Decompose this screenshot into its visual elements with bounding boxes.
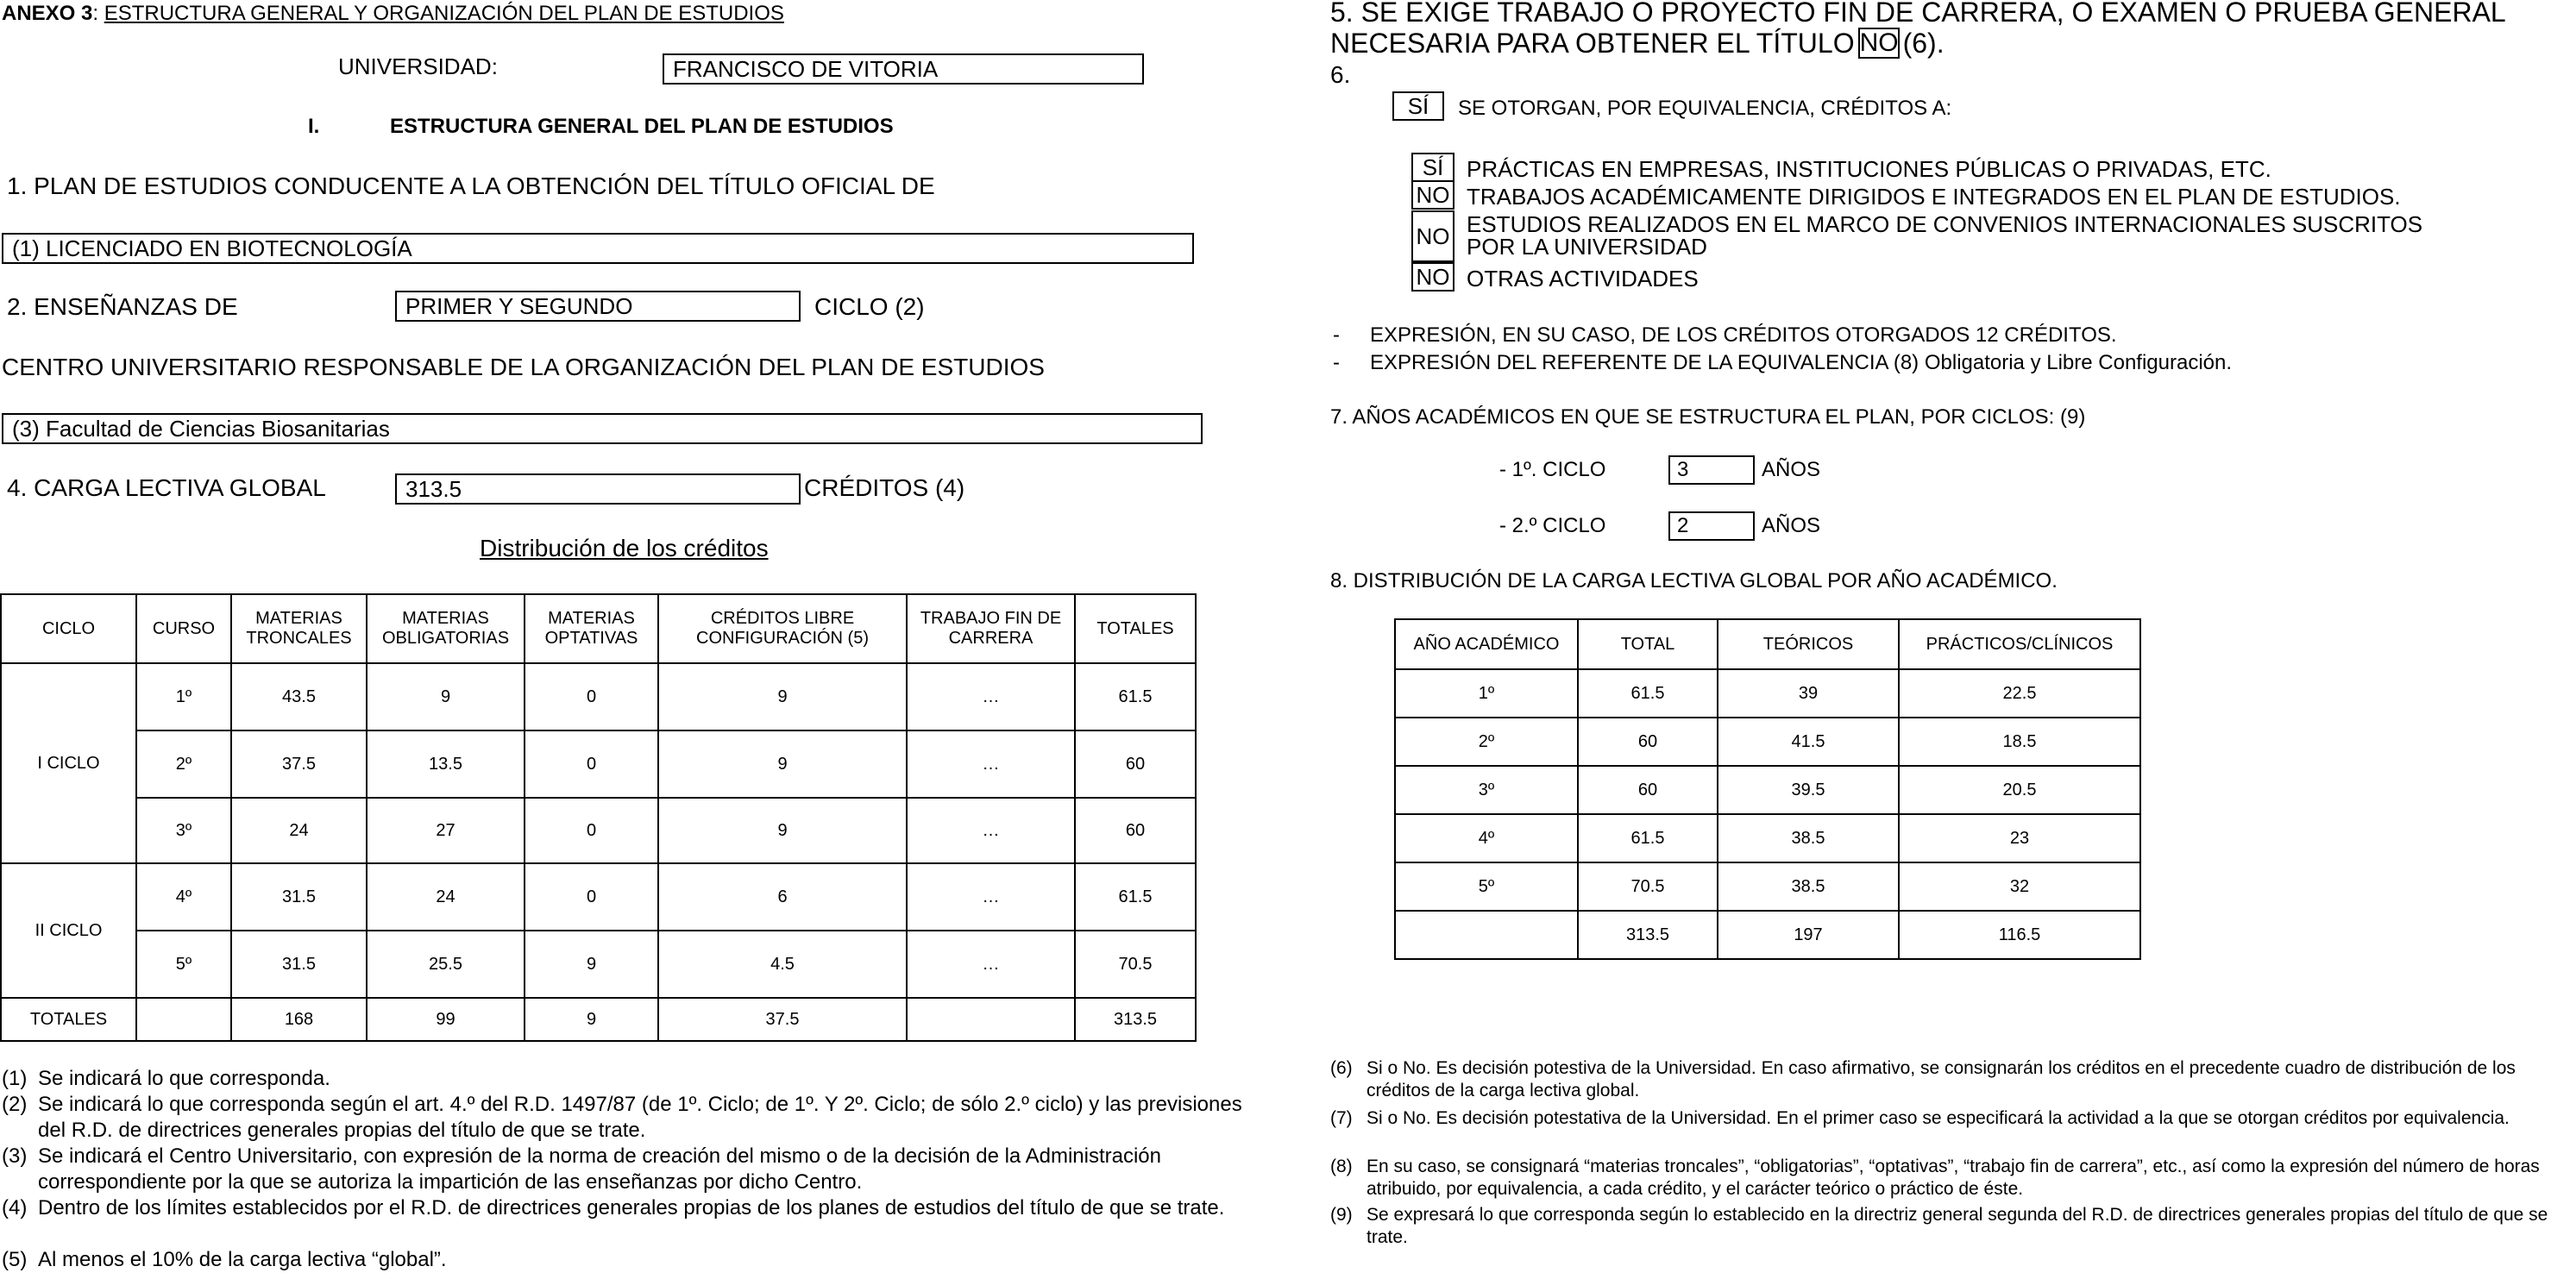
table-cell: 0 [525, 863, 658, 931]
table-cell: 1º [1395, 669, 1578, 718]
ciclo1-years: 3 [1668, 455, 1755, 485]
item6-label: 6. [1330, 61, 1351, 88]
table-cell: 70.5 [1075, 931, 1196, 998]
table-cell: 32 [1899, 862, 2140, 911]
bullet-dash: - [1333, 351, 1340, 374]
footnote: (7) Si o No. Es decisión potestativa de la Universidad. En el primer caso se especificará la actividad a la que se otorgan créditos por equivalencia. [1330, 1108, 2510, 1128]
table-cell [907, 998, 1075, 1041]
centro-value: (3) Facultad de Ciencias Biosanitarias [2, 413, 1203, 444]
table-cell: 60 [1578, 766, 1718, 814]
table-cell: 99 [367, 998, 525, 1041]
table-cell: 61.5 [1578, 814, 1718, 862]
table-cell: 4º [1395, 814, 1578, 862]
table-cell: 313.5 [1075, 998, 1196, 1041]
table-row [1395, 718, 2140, 766]
item4-label: 4. CARGA LECTIVA GLOBAL [7, 474, 326, 501]
table-row [1395, 862, 2140, 911]
table-cell: 3º [1395, 766, 1578, 814]
equivalence-text: ESTUDIOS REALIZADOS EN EL MARCO DE CONVENIOS INTERNACIONALES SUSCRITOS [1467, 211, 2423, 237]
table-row [1, 931, 1196, 998]
table-cell: 9 [658, 798, 907, 863]
year-table [1394, 618, 2141, 960]
table-cell: 197 [1718, 911, 1899, 959]
ciclo2-unit: AÑOS [1762, 514, 1821, 537]
header-cell: AÑO ACADÉMICO [1395, 619, 1578, 669]
ciclo-cell: I CICLO [1, 663, 136, 863]
footnote: (9) Se expresará lo que corresponda según lo establecido en la directriz general segunda del R.D. de directrices generales propias del título de que se trate. [1330, 1205, 2548, 1247]
header-cell: MATERIAS TRONCALES [231, 594, 367, 663]
equivalence-mark: NO [1411, 262, 1454, 292]
header-cell: TEÓRICOS [1718, 619, 1899, 669]
table-cell: 168 [231, 998, 367, 1041]
table-cell: 27 [367, 798, 525, 863]
annex-heading: ANEXO 3: ESTRUCTURA GENERAL Y ORGANIZACIÓN DEL PLAN DE ESTUDIOS [2, 2, 784, 25]
ensenanzas-value: PRIMER Y SEGUNDO [395, 291, 801, 322]
item2-suffix: CICLO (2) [814, 293, 925, 320]
table-cell: 60 [1075, 798, 1196, 863]
header-cell: TOTAL [1578, 619, 1718, 669]
table-cell: 38.5 [1718, 814, 1899, 862]
section-title: ESTRUCTURA GENERAL DEL PLAN DE ESTUDIOS [390, 115, 894, 138]
table-cell: 313.5 [1578, 911, 1718, 959]
header-cell: TRABAJO FIN DE CARRERA [907, 594, 1075, 663]
item4-suffix: CRÉDITOS (4) [804, 474, 965, 501]
table-cell: 18.5 [1899, 718, 2140, 766]
table-cell: 20.5 [1899, 766, 2140, 814]
table-cell: 2º [1395, 718, 1578, 766]
table-cell: … [907, 931, 1075, 998]
equivalence-text: OTRAS ACTIVIDADES [1467, 266, 1699, 292]
table-cell: 25.5 [367, 931, 525, 998]
table-cell: 37.5 [658, 998, 907, 1041]
credits-table [0, 593, 1197, 1042]
carga-value: 313.5 [395, 473, 801, 505]
item7-label: 7. AÑOS ACADÉMICOS EN QUE SE ESTRUCTURA EL PLAN, POR CICLOS: (9) [1330, 405, 2086, 429]
footnote: (5) Al menos el 10% de la carga lectiva “global”. [2, 1248, 447, 1271]
header-cell: CURSO [136, 594, 231, 663]
bullet-dash: - [1333, 323, 1340, 347]
footnote: (8) En su caso, se consignará “materias troncales”, “obligatorias”, “optativas”, “trabajo fin de carrera”, etc., así como la expresión del número de horas atribuido, por equivalencia, a cada crédito, y el carácter teórico o práctico de éste. [1330, 1157, 2540, 1199]
footnote: (3) Se indicará el Centro Universitario, con expresión de la norma de creación del mismo o de la decisión de la Administración correspondiente por la que se autoriza la impartición de las enseñanzas por dicho Centro. [2, 1144, 1161, 1194]
totals-row [1, 998, 1196, 1041]
table-cell: 13.5 [367, 730, 525, 798]
equivalence-mark: NO [1411, 210, 1454, 262]
table-cell: 0 [525, 730, 658, 798]
footnote: (1) Se indicará lo que corresponda. [2, 1067, 330, 1090]
totals-row [1395, 911, 2140, 959]
table-cell: 60 [1578, 718, 1718, 766]
table-cell [1395, 911, 1578, 959]
table-cell: 9 [525, 931, 658, 998]
table-row [1, 663, 1196, 730]
table-cell: 9 [658, 730, 907, 798]
table-cell: 1º [136, 663, 231, 730]
table-cell: 9 [658, 663, 907, 730]
footnote: (6) Si o No. Es decisión potestiva de la Universidad. En caso afirmativo, se consignarán los créditos en el precedente cuadro de distribución de los créditos de la carga lectiva global. [1330, 1058, 2516, 1100]
table-cell: 3º [136, 798, 231, 863]
table-cell: TOTALES [1, 998, 136, 1041]
distribution-title: Distribución de los créditos [480, 535, 769, 561]
table-cell: 60 [1075, 730, 1196, 798]
table-cell: 39 [1718, 669, 1899, 718]
table-cell: 41.5 [1718, 718, 1899, 766]
table-row [1395, 814, 2140, 862]
table-cell: 70.5 [1578, 862, 1718, 911]
table-cell: … [907, 863, 1075, 931]
annex-title: ESTRUCTURA GENERAL Y ORGANIZACIÓN DEL PLAN DE ESTUDIOS [104, 2, 784, 25]
title-value: (1) LICENCIADO EN BIOTECNOLOGÍA [2, 233, 1194, 264]
table-row [1, 730, 1196, 798]
table-cell: 9 [367, 663, 525, 730]
header-cell: CICLO [1, 594, 136, 663]
section-numeral: I. [308, 115, 320, 138]
header-cell: CRÉDITOS LIBRE CONFIGURACIÓN (5) [658, 594, 907, 663]
table-cell: 39.5 [1718, 766, 1899, 814]
table-cell: 38.5 [1718, 862, 1899, 911]
table-cell: 61.5 [1075, 663, 1196, 730]
table-cell: 9 [525, 998, 658, 1041]
footnote: (4) Dentro de los límites establecidos por el R.D. de directrices generales propias de los planes de estudios del título de que se trate. [2, 1196, 1225, 1219]
item2-label: 2. ENSEÑANZAS DE [7, 293, 238, 320]
table-cell: 5º [1395, 862, 1578, 911]
item5-line2: NECESARIA PARA OBTENER EL TÍTULO NO (6). [1330, 28, 1945, 59]
ciclo1-label: - 1º. CICLO [1499, 458, 1606, 481]
ciclo-cell: II CICLO [1, 863, 136, 998]
table-row [1, 863, 1196, 931]
footnote: (2) Se indicará lo que corresponda según el art. 4.º del R.D. 1497/87 (de 1º. Ciclo; de 1º. Y 2º. Ciclo; de sólo 2.º ciclo) y las previsiones del R.D. de directrices generales propias del título de que se trate. [2, 1093, 1242, 1142]
table-cell: 4.5 [658, 931, 907, 998]
equivalence-mark: SÍ [1411, 153, 1454, 182]
expr-equivalence: EXPRESIÓN DEL REFERENTE DE LA EQUIVALENCIA (8) Obligatoria y Libre Configuración. [1370, 351, 2233, 374]
table-cell: 24 [231, 798, 367, 863]
item5-answer: NO [1859, 28, 1899, 57]
year-header-row [1395, 619, 2140, 669]
item6-answer: SÍ [1392, 91, 1444, 121]
item1-label: 1. PLAN DE ESTUDIOS CONDUCENTE A LA OBTENCIÓN DEL TÍTULO OFICIAL DE [7, 172, 935, 199]
item5-line1: 5. SE EXIGE TRABAJO O PROYECTO FIN DE CARRERA, O EXAMEN O PRUEBA GENERAL [1330, 0, 2506, 28]
table-cell: 116.5 [1899, 911, 2140, 959]
table-cell: 31.5 [231, 863, 367, 931]
credits-header-row [1, 594, 1196, 663]
table-cell: 23 [1899, 814, 2140, 862]
table-cell: 22.5 [1899, 669, 2140, 718]
equivalence-text: PRÁCTICAS EN EMPRESAS, INSTITUCIONES PÚBLICAS O PRIVADAS, ETC. [1467, 156, 2271, 182]
header-cell: PRÁCTICOS/CLÍNICOS [1899, 619, 2140, 669]
table-cell: 31.5 [231, 931, 367, 998]
table-cell: 37.5 [231, 730, 367, 798]
header-cell: MATERIAS OBLIGATORIAS [367, 594, 525, 663]
university-value: FRANCISCO DE VITORIA [663, 53, 1144, 85]
table-cell: 5º [136, 931, 231, 998]
table-cell: … [907, 663, 1075, 730]
table-row [1395, 766, 2140, 814]
table-cell: 4º [136, 863, 231, 931]
equivalence-text-cont: POR LA UNIVERSIDAD [1467, 234, 1707, 260]
annex-label: ANEXO 3 [2, 2, 93, 25]
table-row [1, 798, 1196, 863]
table-cell: … [907, 730, 1075, 798]
table-cell: 24 [367, 863, 525, 931]
table-cell: … [907, 798, 1075, 863]
table-cell: 0 [525, 663, 658, 730]
item8-label: 8. DISTRIBUCIÓN DE LA CARGA LECTIVA GLOBAL POR AÑO ACADÉMICO. [1330, 569, 2058, 592]
equivalence-mark: NO [1411, 180, 1454, 210]
equivalence-text: TRABAJOS ACADÉMICAMENTE DIRIGIDOS E INTEGRADOS EN EL PLAN DE ESTUDIOS. [1467, 184, 2401, 210]
ciclo2-label: - 2.º CICLO [1499, 514, 1606, 537]
ciclo1-unit: AÑOS [1762, 458, 1821, 481]
table-cell: 61.5 [1075, 863, 1196, 931]
header-cell: TOTALES [1075, 594, 1196, 663]
table-cell: 43.5 [231, 663, 367, 730]
table-cell [136, 998, 231, 1041]
expr-credits: EXPRESIÓN, EN SU CASO, DE LOS CRÉDITOS OTORGADOS 12 CRÉDITOS. [1370, 323, 2117, 347]
header-cell: MATERIAS OPTATIVAS [525, 594, 658, 663]
centro-label: CENTRO UNIVERSITARIO RESPONSABLE DE LA ORGANIZACIÓN DEL PLAN DE ESTUDIOS [2, 354, 1045, 380]
table-cell: 61.5 [1578, 669, 1718, 718]
ciclo2-years: 2 [1668, 511, 1755, 541]
table-row [1395, 669, 2140, 718]
table-cell: 2º [136, 730, 231, 798]
table-cell: 0 [525, 798, 658, 863]
university-label: UNIVERSIDAD: [338, 53, 498, 79]
item6-text: SE OTORGAN, POR EQUIVALENCIA, CRÉDITOS A: [1458, 97, 1952, 120]
table-cell: 6 [658, 863, 907, 931]
